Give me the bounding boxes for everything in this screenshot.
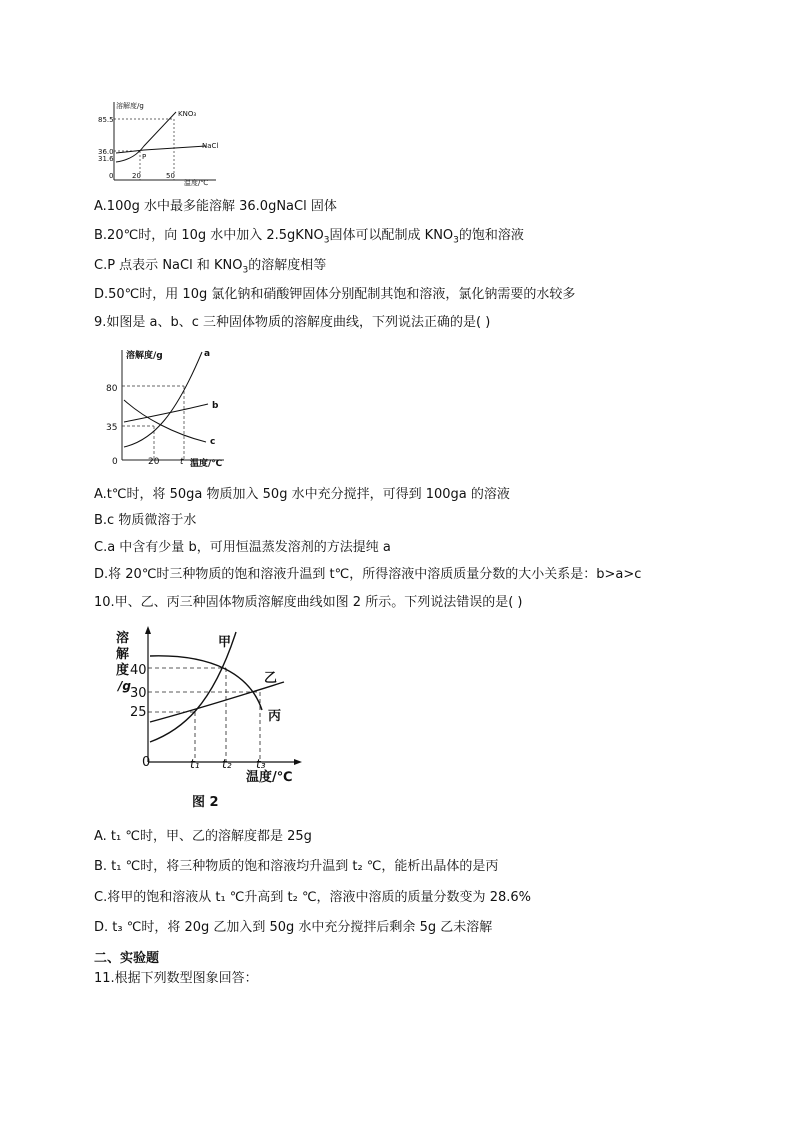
fig2-ytick-35: 35	[106, 423, 118, 433]
fig3-label-jia: 甲	[218, 635, 232, 650]
fig2-xtick-20: 20	[148, 457, 160, 467]
q8-c-post: 的溶解度相等	[248, 258, 327, 273]
figure-knO3-nacl	[94, 98, 224, 186]
fig1-ytick-85: 85.5	[98, 116, 114, 124]
section-heading: 二、实验题	[94, 951, 160, 966]
fig1-xtick-50: 50	[166, 172, 175, 180]
q9-stem: 9.如图是 a、b、c 三种固体物质的溶解度曲线，下列说法正确的是( )	[94, 315, 491, 330]
fig3-xlabel: 温度/℃	[246, 770, 293, 785]
fig1-ylabel: 溶解度/g	[116, 102, 144, 110]
fig1-xlabel: 温度/℃	[184, 179, 209, 186]
fig3-ytick-25: 25	[130, 705, 147, 720]
fig3-ylabel-3: 度	[116, 663, 130, 678]
fig1-xtick-0: 0	[109, 172, 114, 180]
q10-option-b: B. t₁ ℃时，将三种物质的饱和溶液均升温到 t₂ ℃，能析出晶体的是丙	[94, 859, 499, 874]
fig1-ytick-31: 31.6	[98, 155, 114, 163]
fig3-label-yi: 乙	[264, 671, 278, 686]
fig1-ytick-36: 36.0	[98, 148, 114, 156]
q10-stem: 10.甲、乙、丙三种固体物质溶解度曲线如图 2 所示。下列说法错误的是( )	[94, 595, 523, 610]
q8-option-c	[94, 257, 326, 280]
q8-b-post: 的饱和溶液	[458, 228, 524, 243]
q9-option-c: C.a 中含有少量 b，可用恒温蒸发溶剂的方法提纯 a	[94, 540, 391, 555]
q11-stem: 11.根据下列数型图象回答：	[94, 971, 258, 986]
fig2-xlabel: 温度/℃	[190, 459, 223, 469]
fig3-xtick-t3: t₃	[256, 757, 266, 771]
q8-option-d: D.50℃时，用 10g 氯化钠和硝酸钾固体分别配制其饱和溶液，氯化钠需要的水较多	[94, 287, 576, 302]
q8-c-sub: 3	[242, 265, 249, 276]
fig3-ytick-30: 30	[130, 686, 147, 701]
q9-option-d: D.将 20℃时三种物质的饱和溶液升温到 t℃，所得溶液中溶质质量分数的大小关系是：b>a>c	[94, 567, 642, 582]
fig2-ytick-80: 80	[106, 384, 118, 394]
fig2-origin: 0	[112, 457, 118, 467]
fig1-point-p: P	[142, 153, 147, 161]
q8-option-b	[94, 227, 524, 250]
q9-option-b: B.c 物质微溶于水	[94, 513, 197, 528]
fig2-label-a: a	[204, 349, 211, 359]
fig3-label-bing: 丙	[268, 709, 282, 724]
q9-option-a: A.t℃时，将 50ga 物质加入 50g 水中充分搅拌，可得到 100ga 的溶液	[94, 487, 510, 502]
fig2-label-c: c	[210, 437, 216, 447]
q8-b-pre: B.20℃时，向 10g 水中加入 2.5gKNO	[94, 228, 324, 243]
figure-jia-yi-bing	[112, 626, 312, 816]
fig1-label-nacl: NaCl	[202, 142, 219, 150]
fig3-ylabel-1: 溶	[116, 631, 130, 646]
fig3-ylabel-4: /g	[118, 679, 131, 693]
figure-abc	[104, 344, 234, 470]
q8-b-mid: 固体可以配制成 KNO	[329, 228, 454, 243]
fig2-xtick-t: t	[180, 457, 184, 467]
q10-option-c: C.将甲的饱和溶液从 t₁ ℃升高到 t₂ ℃，溶液中溶质的质量分数变为 28.6%	[94, 890, 531, 905]
fig3-ytick-40: 40	[130, 663, 147, 678]
fig2-label-b: b	[212, 401, 219, 411]
q10-option-d: D. t₃ ℃时，将 20g 乙加入到 50g 水中充分搅拌后剩余 5g 乙未溶解	[94, 920, 493, 935]
q8-b-sub: 3	[323, 235, 330, 246]
fig3-ylabel-2: 解	[116, 647, 130, 662]
fig1-xtick-20: 20	[132, 172, 141, 180]
fig1-label-kno3: KNO₃	[178, 110, 197, 118]
fig3-origin: 0	[142, 755, 151, 770]
fig2-ylabel: 溶解度/g	[126, 351, 163, 361]
q10-option-a: A. t₁ ℃时，甲、乙的溶解度都是 25g	[94, 829, 312, 844]
fig3-xtick-t2: t₂	[222, 757, 232, 771]
fig3-xtick-t1: t₁	[190, 757, 200, 771]
q8-b-sub2: 3	[453, 235, 459, 246]
q8-option-a: A.100g 水中最多能溶解 36.0gNaCl 固体	[94, 199, 337, 214]
q8-c-pre: C.P 点表示 NaCl 和 KNO	[94, 258, 243, 273]
fig3-caption: 图 2	[192, 795, 219, 810]
